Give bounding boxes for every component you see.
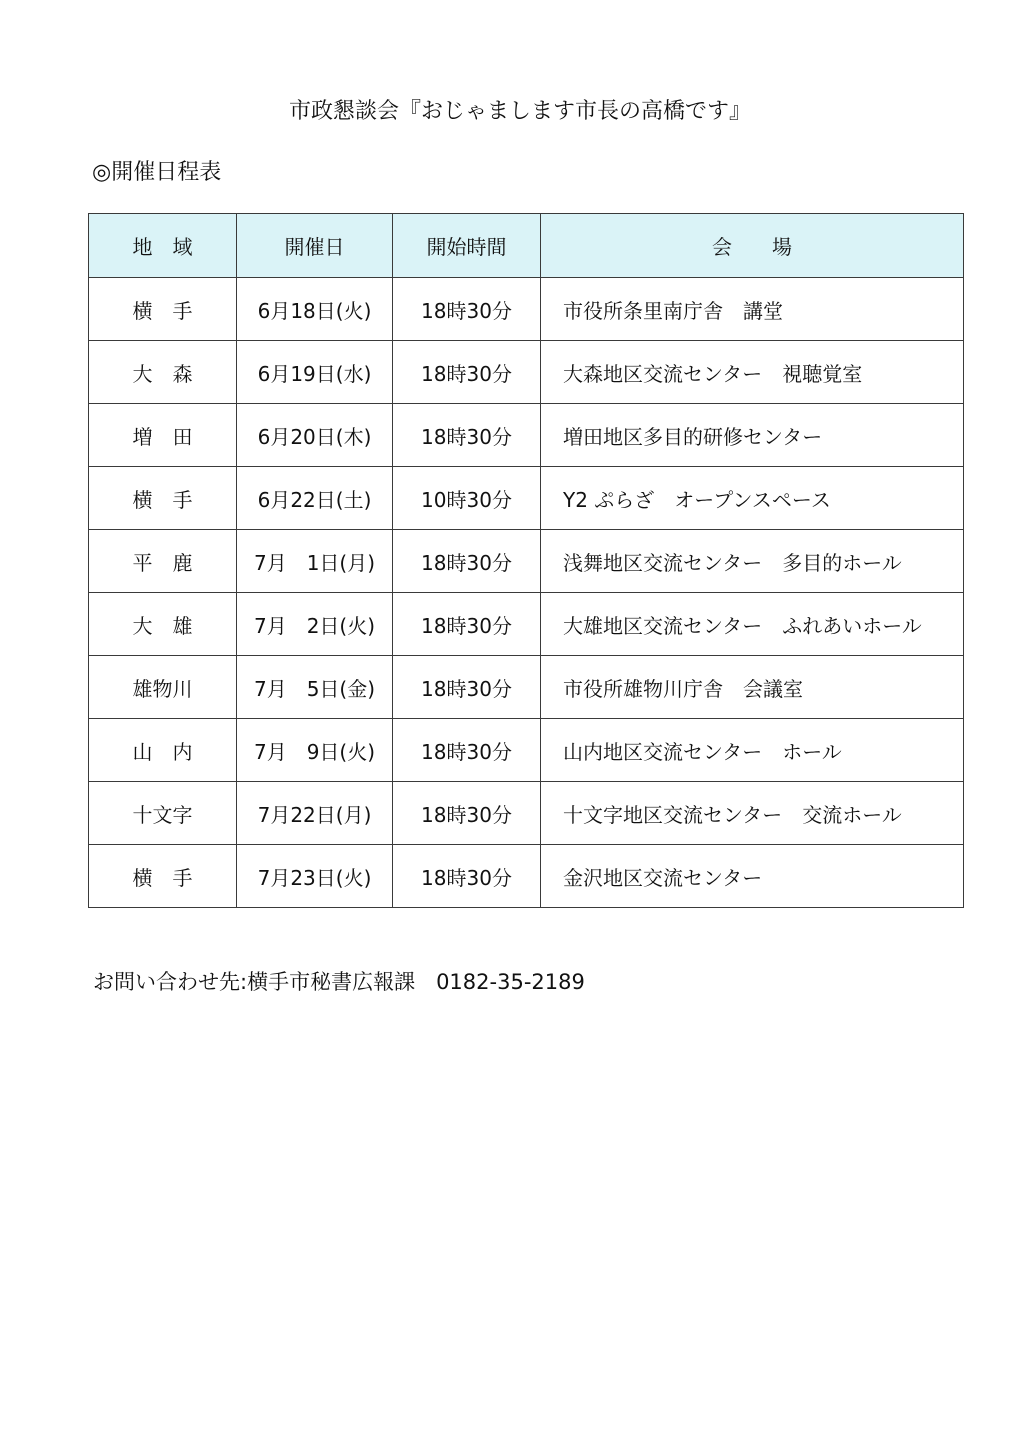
cell-region: 横 手 (89, 467, 237, 530)
cell-venue: 増田地区多目的研修センター (541, 404, 964, 467)
cell-time: 18時30分 (393, 278, 541, 341)
cell-venue: 市役所条里南庁舎 講堂 (541, 278, 964, 341)
cell-time: 18時30分 (393, 530, 541, 593)
table-row (89, 656, 964, 719)
document-title: 市政懇談会『おじゃまします市長の高橋です』 (288, 99, 751, 124)
cell-date: 6月18日(火) (237, 278, 393, 341)
cell-date: 7月 5日(金) (237, 656, 393, 719)
table-row (89, 278, 964, 341)
table-header-row (89, 214, 964, 278)
cell-region: 十文字 (89, 782, 237, 845)
cell-time: 18時30分 (393, 845, 541, 908)
table-row (89, 719, 964, 782)
cell-date: 7月 2日(火) (237, 593, 393, 656)
cell-date: 7月23日(火) (237, 845, 393, 908)
cell-region: 大 雄 (89, 593, 237, 656)
cell-date: 7月 1日(月) (237, 530, 393, 593)
schedule-table (88, 213, 964, 908)
header-time: 開始時間 (393, 214, 541, 278)
header-date: 開催日 (237, 214, 393, 278)
contact-info: お問い合わせ先:横手市秘書広報課 0182-35-2189 (93, 970, 585, 994)
cell-region: 山 内 (89, 719, 237, 782)
table-row (89, 845, 964, 908)
cell-date: 6月19日(水) (237, 341, 393, 404)
header-region: 地 域 (89, 214, 237, 278)
cell-date: 7月22日(月) (237, 782, 393, 845)
cell-region: 増 田 (89, 404, 237, 467)
table-row (89, 530, 964, 593)
cell-region: 平 鹿 (89, 530, 237, 593)
table-row (89, 404, 964, 467)
cell-region: 大 森 (89, 341, 237, 404)
cell-date: 6月20日(木) (237, 404, 393, 467)
cell-region: 雄物川 (89, 656, 237, 719)
header-venue: 会 場 (541, 214, 964, 278)
cell-time: 18時30分 (393, 656, 541, 719)
cell-venue: 浅舞地区交流センター 多目的ホール (541, 530, 964, 593)
cell-venue: 大森地区交流センター 視聴覚室 (541, 341, 964, 404)
schedule-heading: ◎開催日程表 (92, 160, 222, 185)
cell-date: 7月 9日(火) (237, 719, 393, 782)
cell-time: 18時30分 (393, 719, 541, 782)
table-row (89, 593, 964, 656)
table-row (89, 782, 964, 845)
cell-venue: Y2 ぷらざ オープンスペース (541, 467, 964, 530)
cell-date: 6月22日(土) (237, 467, 393, 530)
table-row (89, 467, 964, 530)
cell-time: 18時30分 (393, 782, 541, 845)
cell-venue: 大雄地区交流センター ふれあいホール (541, 593, 964, 656)
cell-region: 横 手 (89, 278, 237, 341)
cell-region: 横 手 (89, 845, 237, 908)
cell-time: 10時30分 (393, 467, 541, 530)
cell-time: 18時30分 (393, 341, 541, 404)
cell-venue: 金沢地区交流センター (541, 845, 964, 908)
cell-time: 18時30分 (393, 593, 541, 656)
table-row (89, 341, 964, 404)
cell-time: 18時30分 (393, 404, 541, 467)
cell-venue: 十文字地区交流センター 交流ホール (541, 782, 964, 845)
cell-venue: 市役所雄物川庁舎 会議室 (541, 656, 964, 719)
cell-venue: 山内地区交流センター ホール (541, 719, 964, 782)
